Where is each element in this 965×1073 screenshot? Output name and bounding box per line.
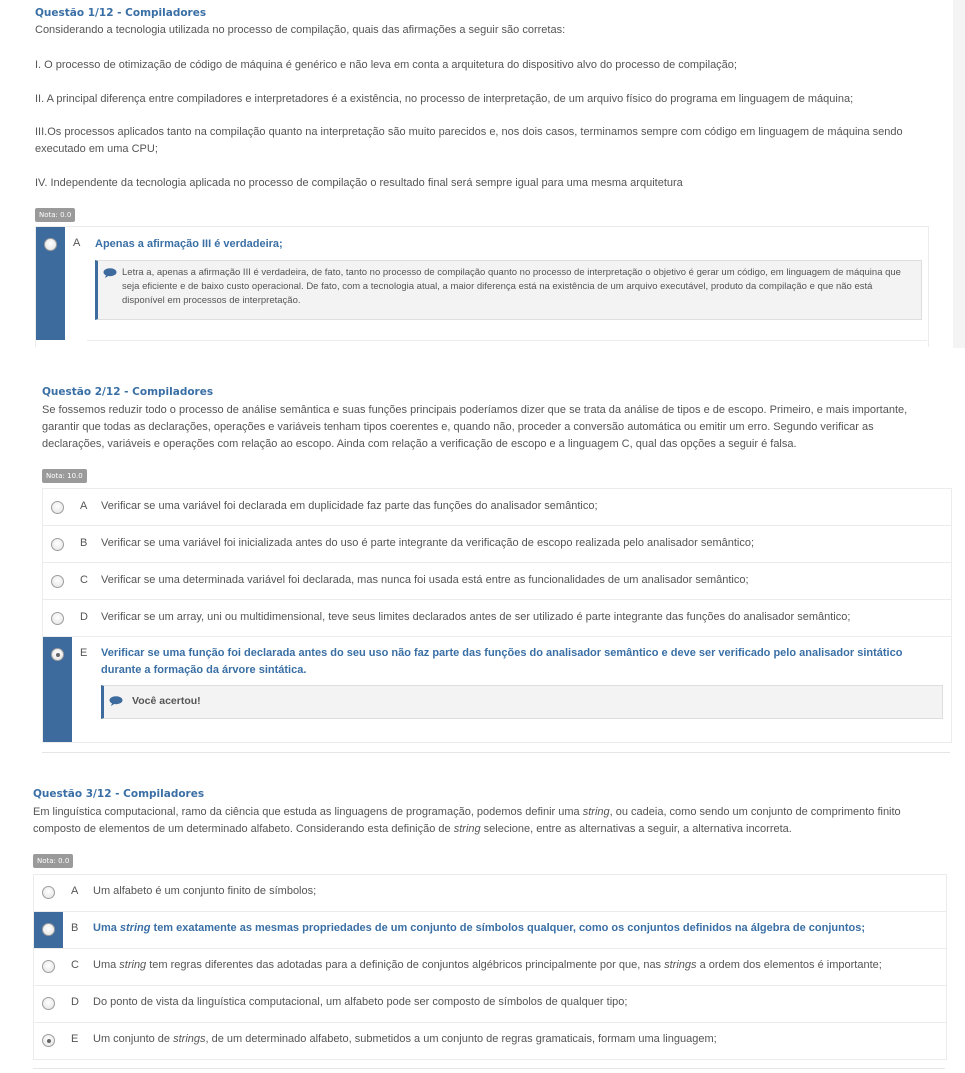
feedback-text: Você acertou! (132, 695, 201, 707)
option-a-text[interactable]: Verificar se uma variável foi declarada em duplicidade faz parte das funções do analisador semântico; (101, 500, 598, 512)
question-2-options (42, 488, 952, 743)
option-e-letter: E (80, 647, 88, 659)
option-b-text[interactable]: Uma string tem exatamente as mesmas propriedades de um conjunto de símbolos qualquer, como os conjuntos definidos na álgebra de conjuntos; (93, 922, 866, 934)
option-b-radio[interactable] (51, 538, 64, 551)
option-d-text[interactable]: Verificar se um array, uni ou multidimensional, teve seus limites declarados antes de ser utilizado é parte integrante das funções do analisador semântico; (101, 611, 851, 623)
option-b-row[interactable] (34, 912, 946, 949)
option-c-radio[interactable] (42, 960, 55, 973)
option-d-row[interactable] (34, 986, 946, 1023)
option-a-letter: A (73, 237, 81, 249)
feedback-box (95, 260, 922, 320)
option-e-row[interactable] (43, 637, 951, 742)
option-b-row[interactable] (43, 526, 951, 563)
option-a-radio[interactable] (44, 238, 57, 251)
option-c-text[interactable]: Verificar se uma determinada variável foi declarada, mas nunca foi usada está entre as funcionalidades de um analisador semântico; (101, 574, 749, 586)
option-d-radio[interactable] (42, 997, 55, 1010)
question-3-options (33, 874, 947, 1060)
question-1-statement-3: III.Os processos aplicados tanto na compilação quanto na interpretação são muito parecidos e, nos dois casos, terminamos sempre com código em linguagem de máquina sendo executado em uma CPU; (35, 126, 903, 155)
option-d-radio[interactable] (51, 612, 64, 625)
option-b-text[interactable]: Verificar se uma variável foi inicializada antes do uso é parte integrante da verificação de escopo realizada pelo analisador semântico; (101, 537, 755, 549)
divider (42, 752, 950, 753)
option-d-text[interactable]: Do ponto de vista da linguística computacional, um alfabeto pode ser composto de símbolos de qualquer tipo; (93, 996, 628, 1008)
option-d-letter: D (71, 996, 79, 1008)
option-e-row[interactable] (34, 1023, 946, 1059)
page-edge (953, 0, 965, 348)
question-2-intro: Se fossemos reduzir todo o processo de análise semântica e suas funções principais poderíamos dizer que se trata da análise de tipos e de escopo. Primeiro, e mais importante, garantir que todas as declarações, operações e variáveis tenham tipos coerentes e, quando não, proceder a conversão automática ou emitir um erro. Segundo verificar as declarações, variáveis e operações com relação ao escopo. Ainda com relação a verificação de escopo e a linguagem C, qual das opções a seguir é falsa. (42, 404, 908, 450)
option-a-radio[interactable] (42, 886, 55, 899)
option-e-radio[interactable] (42, 1034, 55, 1047)
option-a-row[interactable] (43, 489, 951, 526)
option-b-letter: B (80, 537, 88, 549)
option-e-letter: E (71, 1033, 79, 1045)
question-1-title: Questão 1/12 - Compiladores (35, 7, 207, 19)
option-a-letter: A (80, 500, 88, 512)
question-2-title: Questão 2/12 - Compiladores (42, 386, 214, 398)
option-e-text[interactable]: Um conjunto de strings, de um determinado alfabeto, submetidos a um conjunto de regras gramaticais, formam uma linguagem; (93, 1033, 717, 1045)
option-d-row[interactable] (43, 600, 951, 637)
comment-icon (103, 268, 117, 278)
question-3-title: Questão 3/12 - Compiladores (33, 788, 205, 800)
grade-badge: Nota: 10.0 (42, 469, 87, 483)
question-1-options (35, 226, 929, 347)
divider (33, 1068, 945, 1069)
option-d-letter: D (80, 611, 88, 623)
option-a-text[interactable]: Apenas a afirmação III é verdadeira; (95, 238, 283, 250)
option-a-letter: A (71, 885, 79, 897)
feedback-text: Letra a, apenas a afirmação III é verdadeira, de fato, tanto no processo de compilação quanto no processo de interpretação o objetivo é gerar um código, em linguagem de máquina que seja eficiente e de baixo custo operacional. De fato, com a tecnologia atual, a maior diferença está na existência de um arquivo executável, produto da compilação e que não está disponível em processos de interpretação. (122, 267, 901, 306)
question-1-statement-4: IV. Independente da tecnologia aplicada no processo de compilação o resultado final será sempre igual para uma mesma arquitetura (35, 177, 683, 189)
option-c-row[interactable] (34, 949, 946, 986)
option-a-radio[interactable] (51, 501, 64, 514)
question-1-intro: Considerando a tecnologia utilizada no processo de compilação, quais das afirmações a seguir são corretas: (35, 24, 566, 36)
option-c-letter: C (71, 959, 79, 971)
question-1-statement-2: II. A principal diferença entre compiladores e interpretadores é a existência, no processo de interpretação, de um arquivo físico do programa em linguagem de máquina; (35, 93, 854, 105)
option-a-text[interactable]: Um alfabeto é um conjunto finito de símbolos; (93, 885, 317, 897)
question-1-statement-1: I. O processo de otimização de código de máquina é genérico e não leva em conta a arquitetura do dispositivo alvo do processo de compilação; (35, 59, 737, 71)
feedback-box (101, 685, 943, 719)
comment-icon (109, 696, 123, 706)
divider (87, 340, 927, 341)
question-3-intro: Em linguística computacional, ramo da ciência que estuda as linguagens de programação, podemos definir uma string, ou cadeia, como sendo um conjunto de comprimento finito composto de elementos de um determinado alfabeto. Considerando esta definição de string selecione, entre as alternativas a seguir, a alternativa incorreta. (33, 806, 901, 835)
option-e-text[interactable]: Verificar se uma função foi declarada antes do seu uso não faz parte das funções do analisador semântico e deve ser verificado pelo analisador sintático durante a formação da árvore sintática. (101, 647, 903, 676)
option-c-radio[interactable] (51, 575, 64, 588)
grade-badge: Nota: 0.0 (35, 208, 75, 222)
grade-badge: Nota: 0.0 (33, 854, 73, 868)
option-c-letter: C (80, 574, 88, 586)
option-e-radio[interactable] (51, 648, 64, 661)
option-a-row[interactable] (34, 875, 946, 912)
option-c-row[interactable] (43, 563, 951, 600)
option-b-radio[interactable] (42, 923, 55, 936)
option-b-letter: B (71, 922, 79, 934)
option-c-text[interactable]: Uma string tem regras diferentes das adotadas para a definição de conjuntos algébricos principalmente por que, nas strings a ordem dos elementos é importante; (93, 959, 882, 971)
